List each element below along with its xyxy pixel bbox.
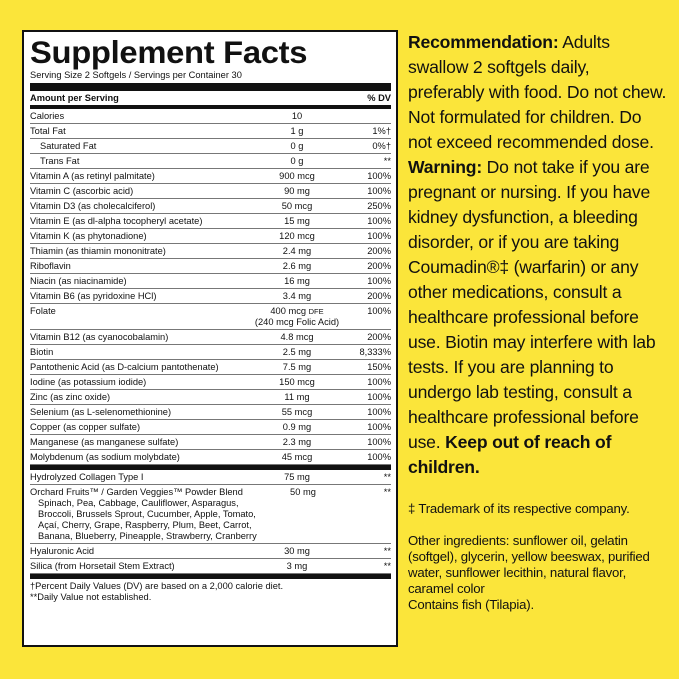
- nutrient-dv: 8,333%: [359, 346, 391, 357]
- nutrient-name: Folate: [30, 305, 56, 316]
- nutrient-row: [30, 289, 391, 304]
- nutrient-dv: **: [383, 560, 391, 571]
- recommendation-warning: [408, 30, 668, 480]
- nutrient-name: Vitamin K (as phytonadione): [30, 230, 147, 241]
- nutrient-dv: 100%: [367, 391, 391, 402]
- nutrient-row: [30, 405, 391, 420]
- nutrient-amount: 120 mcg: [279, 230, 315, 241]
- facts-header: [30, 91, 391, 109]
- thick-divider: [30, 83, 391, 91]
- nutrient-dv: 200%: [367, 245, 391, 256]
- nutrient-name: Biotin: [30, 346, 54, 357]
- nutrient-row: [30, 274, 391, 289]
- nutrient-row: [30, 360, 391, 375]
- nutrient-name: Silica (from Horsetail Stem Extract): [30, 560, 175, 571]
- nutrient-dv: **: [383, 155, 391, 166]
- nutrient-row: [30, 244, 391, 259]
- nutrient-dv: 100%: [367, 406, 391, 417]
- nutrient-amount: 45 mcg: [281, 451, 313, 462]
- nutrient-row: [30, 420, 391, 435]
- nutrient-row: [30, 375, 391, 390]
- nutrient-row: [30, 184, 391, 199]
- nutrient-name: Selenium (as L-selenomethionine): [30, 406, 172, 417]
- nutrient-row: [30, 109, 391, 124]
- nutrient-amount: 4.8 mcg: [280, 331, 314, 342]
- nutrient-amount: 150 mcg: [279, 376, 315, 387]
- nutrient-name: Hydrolyzed Collagen Type I: [30, 471, 144, 482]
- nutrient-amount: 55 mcg: [281, 406, 313, 417]
- nutrient-dv: 100%: [367, 275, 391, 286]
- blend-text: Orchard Fruits™ / Garden Veggies™ Powder Blend Spinach, Pea, Cabbage, Cauliflower, Asparagus, Broccoli, Brussels Sprout, Cucumber, Apple, Tomato, Açaí, Cherry, Grape, Raspberry, Plum, Beet, Carrot, Banana, Blueberry, Pineapple, Strawberry, Cranberry: [30, 486, 257, 541]
- nutrient-amount: 2.4 mg: [282, 245, 312, 256]
- nutrient-name: Vitamin A (as retinyl palmitate): [30, 170, 155, 181]
- nutrient-name: Thiamin (as thiamin mononitrate): [30, 245, 166, 256]
- nutrient-row: [30, 154, 391, 169]
- nutrient-row: [30, 559, 391, 574]
- nutrient-amount: 75 mg: [284, 471, 310, 482]
- nutrient-row: [30, 450, 391, 465]
- nutrient-name: Vitamin B12 (as cyanocobalamin): [30, 331, 169, 342]
- warning-label: Warning:: [408, 157, 482, 177]
- nutrient-row: [30, 435, 391, 450]
- nutrient-amount: 50 mg: [290, 486, 316, 497]
- footnote-dv-not-established: **Daily Value not established.: [30, 592, 152, 602]
- nutrient-dv: **: [383, 471, 391, 482]
- dv-header: % DV: [367, 93, 391, 103]
- nutrient-name: Saturated Fat: [40, 140, 97, 151]
- nutrient-row: [30, 124, 391, 139]
- keep-out-of-reach: Keep out of reach of children.: [408, 432, 612, 477]
- nutrient-name: Pantothenic Acid (as D-calcium pantothenate): [30, 361, 219, 372]
- nutrient-row: [30, 139, 391, 154]
- collagen-row: [30, 470, 391, 485]
- nutrient-dv: 100%: [367, 170, 391, 181]
- nutrient-row: [30, 345, 391, 360]
- nutrient-name: Vitamin D3 (as cholecalciferol): [30, 200, 156, 211]
- blend-row: [30, 485, 391, 544]
- footnotes: [30, 579, 391, 603]
- nutrient-amount: 30 mg: [284, 545, 310, 556]
- nutrient-dv: 100%: [367, 421, 391, 432]
- nutrient-name: Hyaluronic Acid: [30, 545, 95, 556]
- folate-row: [30, 304, 391, 330]
- other-ingredients-text: Other ingredients: sunflower oil, gelatin (softgel), glycerin, yellow beeswax, purified water, sunflower lecithin, natural flavor, caramel color: [408, 533, 650, 596]
- nutrient-row: [30, 390, 391, 405]
- nutrient-name: Niacin (as niacinamide): [30, 275, 127, 286]
- nutrient-name: Manganese (as manganese sulfate): [30, 436, 179, 447]
- nutrient-amount: 400 mcg DFE (240 mcg Folic Acid): [254, 305, 340, 327]
- blend-description: Spinach, Pea, Cabbage, Cauliflower, Asparagus, Broccoli, Brussels Sprout, Cucumber, Apple, Tomato, Açaí, Cherry, Grape, Raspberry, Plum, Beet, Carrot, Banana, Blueberry, Pineapple, Strawberry, Cranberry: [38, 497, 257, 541]
- allergen-note: Contains fish (Tilapia).: [408, 597, 534, 612]
- nutrient-amount: 16 mg: [284, 275, 310, 286]
- serving-size: Serving Size 2 Softgels / Servings per Container 30: [30, 70, 242, 80]
- nutrient-dv: **: [383, 545, 391, 556]
- nutrient-name: Zinc (as zinc oxide): [30, 391, 111, 402]
- nutrient-row: [30, 259, 391, 274]
- nutrient-dv: 1%†: [372, 125, 391, 136]
- nutrient-rows-2: [30, 330, 391, 465]
- trademark-note: ‡ Trademark of its respective company.: [408, 501, 630, 516]
- nutrient-row: [30, 199, 391, 214]
- nutrient-dv: 0%†: [372, 140, 391, 151]
- nutrient-amount: 900 mcg: [279, 170, 315, 181]
- nutrient-dv: 200%: [367, 290, 391, 301]
- facts-title: Supplement Facts: [30, 34, 308, 70]
- nutrient-amount: 3.4 mg: [282, 290, 312, 301]
- nutrient-name: Copper (as copper sulfate): [30, 421, 141, 432]
- supplement-facts-panel: [22, 30, 398, 647]
- nutrient-name: Vitamin E (as dl-alpha tocopheryl acetate): [30, 215, 203, 226]
- nutrient-amount: 2.6 mg: [282, 260, 312, 271]
- other-ingredients: [408, 533, 668, 613]
- nutrient-rows-3: [30, 544, 391, 574]
- nutrient-dv: 100%: [367, 230, 391, 241]
- nutrient-name: Total Fat: [30, 125, 66, 136]
- nutrient-amount: 3 mg: [286, 560, 308, 571]
- nutrient-name: Vitamin B6 (as pyridoxine HCl): [30, 290, 157, 301]
- recommendation-text: Adults swallow 2 softgels daily, preferably with food. Do not chew. Not formulated for children. Do not exceed recommended dose.: [408, 32, 667, 152]
- recommendation-label: Recommendation:: [408, 32, 559, 52]
- nutrient-dv: 100%: [367, 185, 391, 196]
- footnote-dv: †Percent Daily Values (DV) are based on a 2,000 calorie diet.: [30, 581, 284, 591]
- nutrient-amount: 2.3 mg: [282, 436, 312, 447]
- nutrient-row: [30, 229, 391, 244]
- nutrient-dv: 250%: [367, 200, 391, 211]
- nutrient-row: [30, 214, 391, 229]
- nutrient-dv: **: [383, 486, 391, 497]
- nutrient-amount: 15 mg: [284, 215, 310, 226]
- nutrient-dv: 100%: [367, 305, 391, 316]
- nutrient-amount: 1 g: [290, 125, 304, 136]
- nutrient-name: Vitamin C (ascorbic acid): [30, 185, 134, 196]
- nutrient-name: Molybdenum (as sodium molybdate): [30, 451, 180, 462]
- nutrient-dv: [345, 111, 391, 122]
- nutrient-dv: 100%: [367, 376, 391, 387]
- nutrient-dv: 200%: [367, 331, 391, 342]
- warning-text: Do not take if you are pregnant or nursing. If you have kidney dysfunction, a bleeding disorder, or if you are taking Coumadin®‡ (warfarin) or any other medications, consult a healthcare professional before use. Biotin may interfere with lab tests. If you are planning to undergo lab testing, consult a healthcare professional before use.: [408, 157, 656, 452]
- nutrient-row: [30, 330, 391, 345]
- nutrient-amount: 0 g: [290, 155, 304, 166]
- nutrient-name: Iodine (as potassium iodide): [30, 376, 147, 387]
- nutrient-amount: 10: [291, 110, 303, 121]
- nutrient-dv: 100%: [367, 215, 391, 226]
- nutrient-amount: 90 mg: [284, 185, 310, 196]
- nutrient-dv: 100%: [367, 436, 391, 447]
- nutrient-amount: 2.5 mg: [282, 346, 312, 357]
- nutrient-dv: 200%: [367, 260, 391, 271]
- nutrient-name: Trans Fat: [40, 155, 80, 166]
- nutrient-amount: 0.9 mg: [282, 421, 312, 432]
- nutrient-row: [30, 544, 391, 559]
- nutrient-amount: 7.5 mg: [282, 361, 312, 372]
- nutrient-amount: 11 mg: [284, 391, 310, 402]
- nutrient-dv: 100%: [367, 451, 391, 462]
- nutrient-amount: 0 g: [290, 140, 304, 151]
- amount-per-serving-header: Amount per Serving: [30, 93, 119, 103]
- nutrient-rows: [30, 109, 391, 304]
- nutrient-name: Calories: [30, 110, 65, 121]
- nutrient-amount: 50 mcg: [281, 200, 313, 211]
- nutrient-row: [30, 169, 391, 184]
- nutrient-name: Riboflavin: [30, 260, 71, 271]
- directions-column: [408, 30, 668, 613]
- nutrient-dv: 150%: [367, 361, 391, 372]
